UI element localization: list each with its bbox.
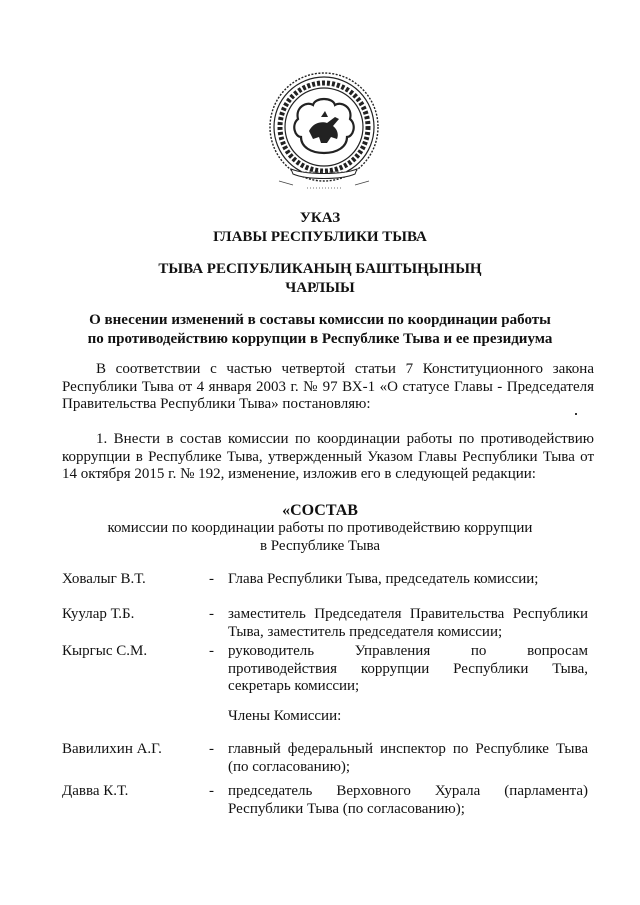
tuvan-title-line-2: ЧАРЛЫЫ (285, 280, 355, 296)
tuvan-title-line-1: ТЫВА РЕСПУБЛИКАНЫҢ БАШТЫҢЫНЫҢ (158, 261, 482, 277)
member-dash: - (209, 606, 214, 622)
subject-line-2: по противодействию коррупции в Республике Тыва и ее президиума (87, 331, 553, 347)
member-name: Ховалыг В.Т. (62, 571, 146, 587)
member-role: председатель Верховного Хурала (парламента) Республики Тыва (по согласованию); (228, 783, 588, 817)
member-name: Вавилихин А.Г. (62, 741, 162, 757)
republic-emblem (251, 71, 397, 193)
member-name: Кыргыс С.М. (62, 643, 148, 659)
scan-speck (575, 413, 577, 415)
member-name: Давва К.Т. (62, 783, 129, 799)
composition-heading: «СОСТАВ (282, 502, 358, 519)
member-dash: - (209, 741, 214, 757)
member-role: главный федеральный инспектор по Республике Тыва (по согласованию); (228, 741, 588, 775)
member-role: руководитель Управления по вопросам противодействия коррупции Республики Тыва, секретарь комиссии; (228, 643, 588, 694)
composition-subheading-2: в Республике Тыва (259, 538, 381, 554)
preamble-paragraph (62, 361, 594, 414)
member-dash: - (209, 571, 214, 587)
members-label: Члены Комиссии: (228, 708, 342, 724)
decree-title: УКАЗ (299, 210, 341, 226)
member-dash: - (209, 643, 214, 659)
member-name: Куулар Т.Б. (62, 606, 135, 622)
item-1-text: 1. Внести в состав комиссии по координации работы по противодействию коррупции в Республике Тыва, утвержденный Указом Главы Республики Тыва от 14 октября 2015 г. № 192, изменение, изложив его в следующей редакции: (62, 431, 594, 482)
composition-subheading-1: комиссии по координации работы по противодействию коррупции (107, 520, 533, 536)
preamble-text: В соответствии с частью четвертой статьи 7 Конституционного закона Республики Тыва от 4 января 2003 г. № 97 ВХ-1 «О статусе Главы - Председателя Правительства Республики Тыва» постановляю: (62, 361, 594, 412)
member-role: заместитель Председателя Правительства Республики Тыва, заместитель председателя комиссии; (228, 606, 588, 640)
member-dash: - (209, 783, 214, 799)
member-role: Глава Республики Тыва, председатель комиссии; (228, 571, 539, 587)
subject-line-1: О внесении изменений в составы комиссии по координации работы (89, 312, 551, 328)
item-1-paragraph (62, 431, 594, 484)
decree-issuer: ГЛАВЫ РЕСПУБЛИКИ ТЫВА (213, 229, 427, 245)
